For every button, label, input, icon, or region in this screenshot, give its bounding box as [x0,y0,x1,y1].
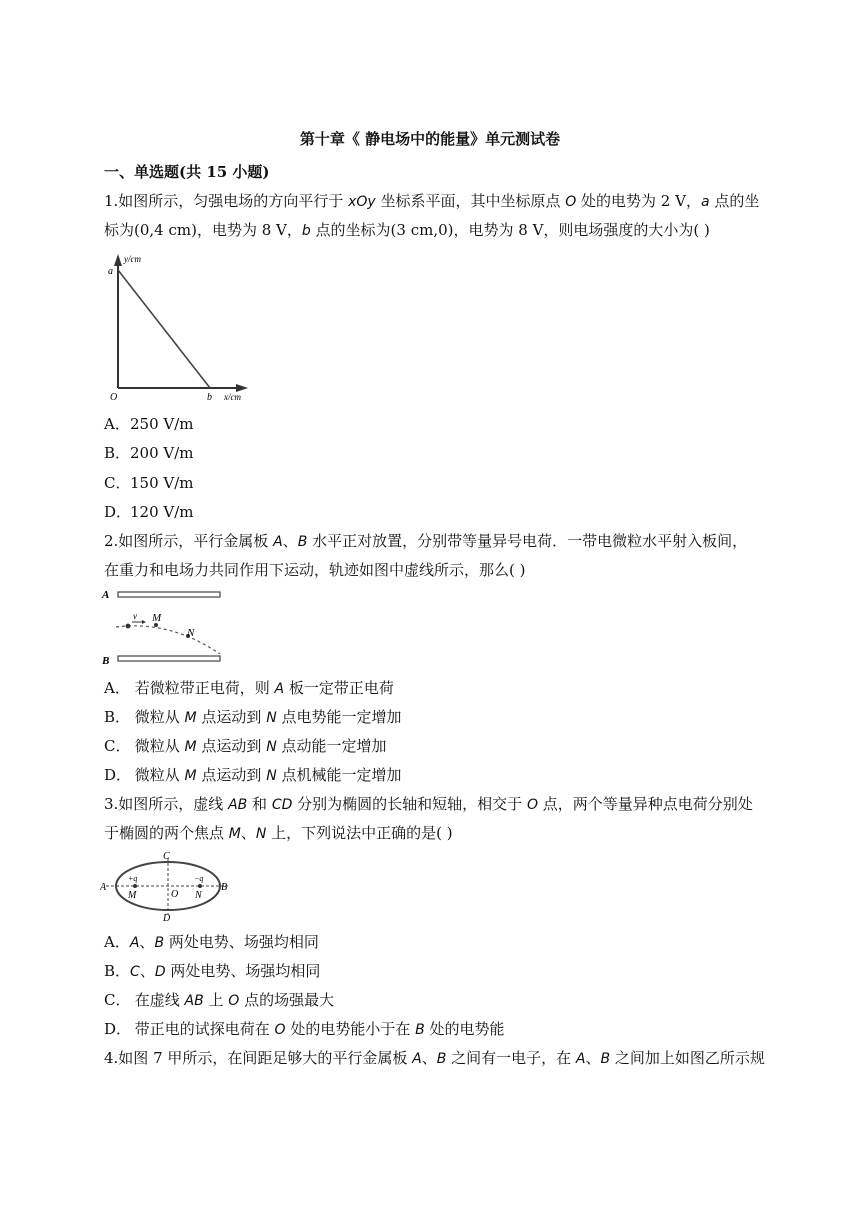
q2-plates-figure [100,588,230,668]
q2-point-m-label: M [152,612,162,624]
q4-stem-line1: 4.如图 7 甲所示，在间距足够大的平行金属板 A、B 之间有一电子，在 A、B 之间加上如图乙所示规 [104,1049,765,1067]
q2-option-c[interactable]: C． 微粒从 M 点运动到 N 点动能一定增加 [104,737,387,755]
q2-stem-line2: 在重力和电场力共同作用下运动，轨迹如图中虚线所示，那么( ) [104,561,526,579]
q3-stem-line2: 于椭圆的两个焦点 M、N 上，下列说法中正确的是( ) [104,824,453,842]
q2-plate-b-label: B [102,655,110,667]
q3-option-c[interactable]: C． 在虚线 AB 上 O 点的场强最大 [104,991,335,1009]
q3-minus-q-label: −q [194,874,204,883]
q1-point-b-label: b [207,392,212,403]
q3-stem-line1: 3.如图所示，虚线 AB 和 CD 分别为椭圆的长轴和短轴，相交于 O 点，两个等量异种点电荷分别处 [104,795,753,813]
q3-point-b-label: B [221,882,228,893]
q1-x-axis-label: x/cm [224,392,241,402]
q3-ellipse-figure [100,850,236,922]
q1-stem-line1: 1.如图所示，匀强电场的方向平行于 xOy 坐标系平面，其中坐标原点 O 处的电势为 2 V，a 点的坐 [104,192,760,210]
q3-point-c-label: C [163,851,170,862]
section-heading: 一、单选题(共 15 小题) [104,163,270,181]
q3-option-d[interactable]: D． 带正电的试探电荷在 O 处的电势能小于在 B 处的电势能 [104,1020,505,1038]
q3-plus-q-label: +q [128,874,138,883]
q2-option-d[interactable]: D． 微粒从 M 点运动到 N 点机械能一定增加 [104,766,402,784]
q1-origin-label: O [110,392,118,403]
q1-option-c[interactable]: C．150 V/m [104,474,194,492]
q3-point-a-label: A [100,882,107,893]
q3-option-a[interactable]: A．A、B 两处电势、场强均相同 [104,933,319,951]
q2-velocity-label: v [133,611,137,621]
q2-option-b[interactable]: B． 微粒从 M 点运动到 N 点电势能一定增加 [104,708,402,726]
q1-point-a-label: a [108,266,113,277]
q2-stem-line1: 2.如图所示，平行金属板 A、B 水平正对放置，分别带等量异号电荷．一带电微粒水平射入板间， [104,532,748,550]
q2-option-a[interactable]: A． 若微粒带正电荷，则 A 板一定带正电荷 [104,679,394,697]
q3-point-d-label: D [163,913,171,922]
q3-option-b[interactable]: B．C、D 两处电势、场强均相同 [104,962,321,980]
q1-option-d[interactable]: D．120 V/m [104,503,194,521]
q3-point-o-label: O [171,889,179,900]
page-title: 第十章《 静电场中的能量》单元测试卷 [299,130,561,148]
q1-coordinate-figure [100,250,260,406]
q3-point-n-label: N [195,890,202,901]
q1-option-a[interactable]: A．250 V/m [104,415,194,433]
q2-point-n-label: N [187,627,195,639]
q3-point-m-label: M [128,890,137,901]
q2-plate-a-label: A [102,589,110,601]
q1-option-b[interactable]: B．200 V/m [104,444,194,462]
q1-y-axis-label: y/cm [124,254,141,264]
q1-stem-line2: 标为(0,4 cm)，电势为 8 V，b 点的坐标为(3 cm,0)，电势为 8 V，则电场强度的大小为( ) [104,221,710,239]
